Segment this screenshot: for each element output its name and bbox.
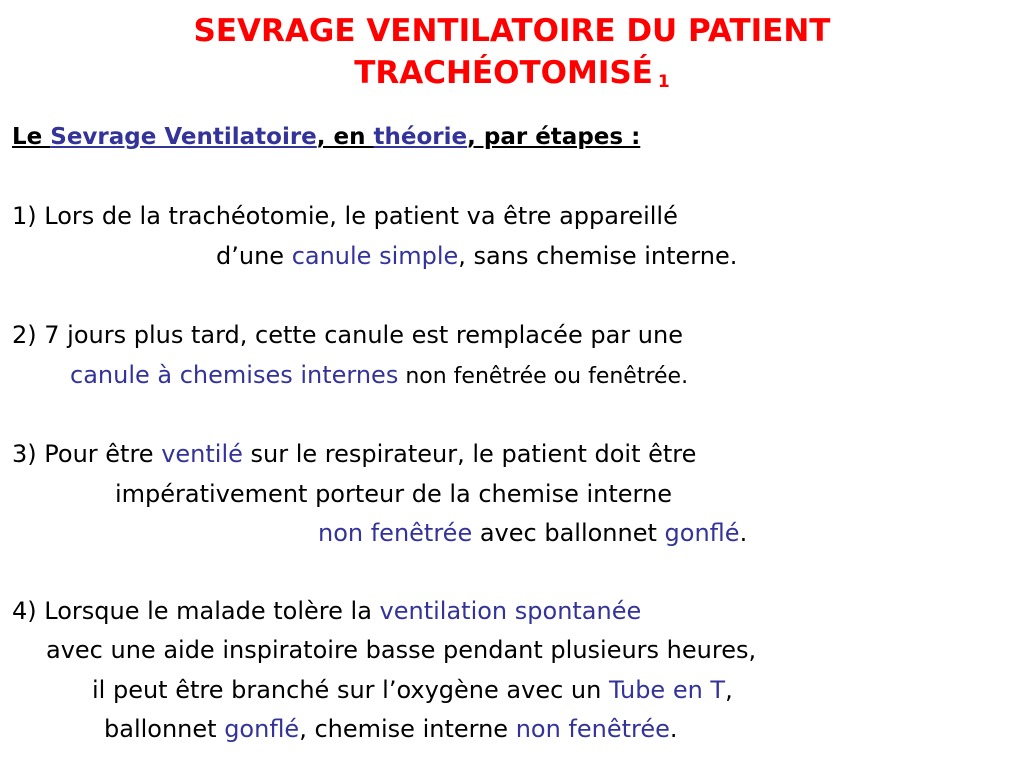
step-4-highlight-tube: Tube en T [608, 676, 726, 704]
step-4-line-2 [46, 633, 756, 667]
heading-le: Le [12, 124, 51, 150]
slide-title-line-1 [0, 10, 1024, 52]
step-4-text-a: 4) Lorsque le malade tolère la [12, 597, 380, 625]
step-1-line-2 [216, 239, 737, 273]
step-3-text-2: impérativement porteur de la chemise interne [115, 480, 672, 508]
title-index: 1 [657, 72, 670, 92]
step-2-text: 2) 7 jours plus tard, cette canule est remplacée par une [12, 321, 683, 349]
step-4-text-2: avec une aide inspiratoire basse pendant plusieurs heures, [46, 636, 757, 664]
step-3-text-c: sur le respirateur, le patient doit être [242, 440, 697, 468]
step-4-highlight-ventilation: ventilation spontanée [379, 597, 642, 625]
title-text-1: SEVRAGE VENTILATOIRE DU PATIENT [193, 13, 831, 49]
step-3-line-1 [12, 437, 696, 471]
step-2-line-2 [70, 358, 688, 394]
step-1-text-a: d’une [216, 242, 292, 270]
step-4-text-3a: il peut être branché sur l’oxygène avec un [92, 676, 609, 704]
step-3-line-2 [115, 477, 672, 511]
step-1-text-c: , sans chemise interne. [458, 242, 738, 270]
step-3-text-b: avec ballonnet [472, 519, 665, 547]
step-4-highlight-non-fenetree: non fenêtrée [515, 715, 670, 743]
step-4-text-4e: . [669, 715, 678, 743]
step-3-text-a: 3) Pour être [12, 440, 162, 468]
step-2-line-1 [12, 318, 683, 352]
step-3-highlight-gonfle: gonflé [664, 519, 740, 547]
step-3-text-d: . [739, 519, 748, 547]
section-heading [12, 121, 640, 153]
step-4-line-1 [12, 594, 641, 628]
title-text-2: TRACHÉOTOMISÉ [354, 55, 653, 91]
heading-etapes: , par étapes : [467, 124, 641, 150]
step-4-text-4a: ballonnet [104, 715, 225, 743]
heading-theorie: théorie [373, 124, 468, 150]
step-4-text-3c: , [725, 676, 733, 704]
step-3-line-3 [318, 516, 747, 550]
step-4-line-4 [104, 712, 678, 746]
step-2-highlight: canule à chemises internes [70, 361, 399, 389]
step-4-line-3 [92, 673, 733, 707]
step-4-highlight-gonfle: gonflé [224, 715, 300, 743]
step-3-highlight-ventile: ventilé [161, 440, 243, 468]
step-1-text: 1) Lors de la trachéotomie, le patient va être appareillé [12, 202, 678, 230]
step-1-line-1 [12, 199, 678, 233]
step-3-highlight-non-fenetree: non fenêtrée [318, 519, 473, 547]
heading-en: , en [316, 124, 374, 150]
heading-sevrage: Sevrage Ventilatoire [50, 124, 317, 150]
step-4-text-4c: , chemise interne [299, 715, 516, 743]
step-1-highlight: canule simple [291, 242, 459, 270]
step-2-text-b: non fenêtrée ou fenêtrée. [398, 364, 689, 389]
slide-title-line-2 [0, 52, 1024, 103]
